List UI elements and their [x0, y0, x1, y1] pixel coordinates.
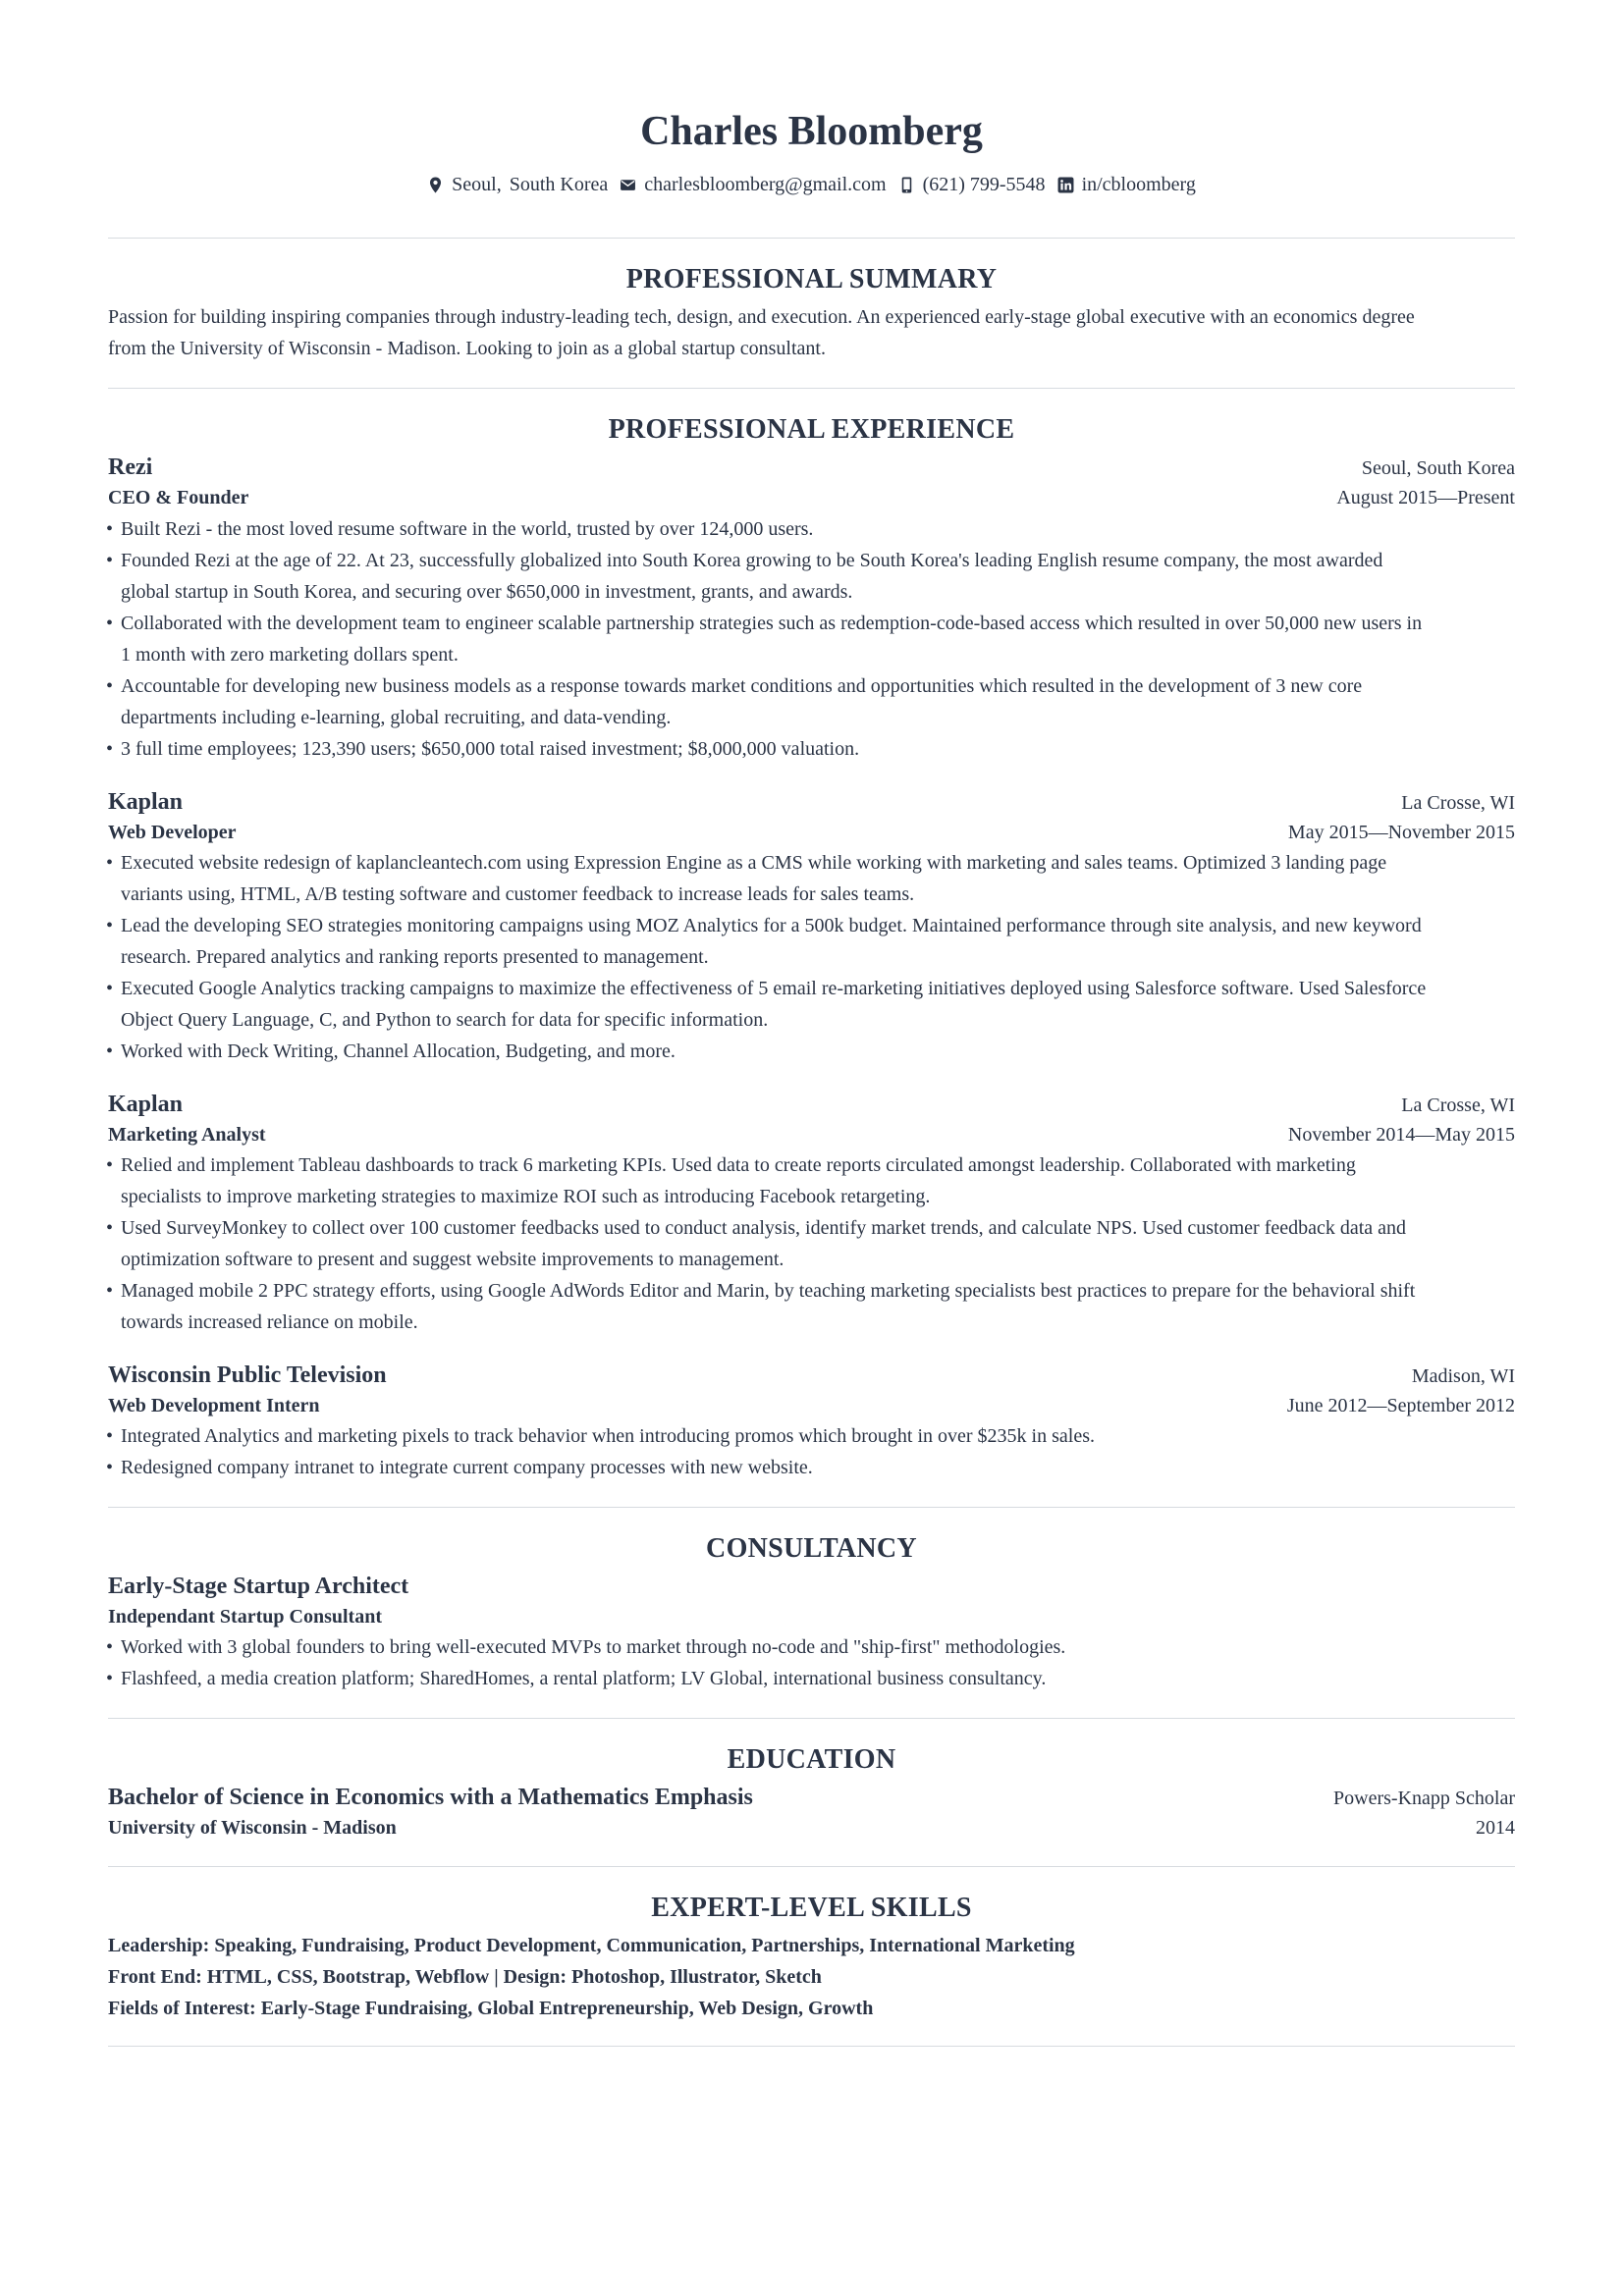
school-name: University of Wisconsin - Madison — [108, 1817, 397, 1839]
bullet-line: research. Prepared analytics and ranking reports presented to management. — [121, 946, 709, 968]
bullet-line: Lead the developing SEO strategies monitoring campaigns using MOZ Analytics for a 500k budget. Maintained performance through site analysis, and new keyword — [121, 915, 1422, 936]
job-role: Web Development Intern — [108, 1395, 320, 1416]
job-bullets — [108, 847, 1515, 1067]
job-header — [108, 452, 1515, 483]
bullet-line: Worked with Deck Writing, Channel Allocation, Budgeting, and more. — [121, 1041, 676, 1062]
job-subheader — [108, 1120, 1515, 1149]
job-bullets — [108, 1420, 1515, 1483]
consultancy-role: Independant Startup Consultant — [108, 1606, 382, 1628]
bullet-line: departments including e-learning, global recruiting, and data-vending. — [121, 707, 672, 728]
job-location: Seoul, South Korea — [1361, 457, 1515, 479]
job-location: Madison, WI — [1411, 1365, 1515, 1387]
section-divider — [108, 2046, 1515, 2047]
job-role: Web Developer — [108, 822, 237, 843]
job-entry — [108, 452, 1515, 765]
bullet-item — [108, 670, 1515, 733]
job-entry — [108, 1089, 1515, 1338]
degree-name: Bachelor of Science in Economics with a Mathematics Emphasis — [108, 1785, 753, 1810]
bullet-item — [108, 733, 1515, 765]
bullet-item — [108, 1275, 1515, 1338]
bullet-item — [108, 910, 1515, 973]
skills-line: Fields of Interest: Early-Stage Fundraising, Global Entrepreneurship, Web Design, Growth — [108, 1998, 874, 2019]
skills-line: Front End: HTML, CSS, Bootstrap, Webflow | Design: Photoshop, Illustrator, Sketch — [108, 1966, 822, 1988]
bullet-line: Accountable for developing new business models as a response towards market conditions and opportunities which resulted in the development of 3 new core — [121, 675, 1363, 697]
job-date: August 2015—Present — [1336, 487, 1515, 508]
job-header — [108, 1360, 1515, 1391]
education-entry — [108, 1782, 1515, 1842]
bullet-line: optimization software to present and suggest website improvements to management. — [121, 1249, 784, 1270]
bullet-item — [108, 1663, 1515, 1694]
bullet-line: Collaborated with the development team to engineer scalable partnership strategies such as redemption-code-based access which resulted in over 50,000 new users in — [121, 613, 1423, 634]
section-divider — [108, 1866, 1515, 1867]
company-name: Kaplan — [108, 1092, 184, 1117]
consultancy-title: CONSULTANCY — [706, 1533, 917, 1564]
bullet-line: Object Query Language, C, and Python to search for data for specific information. — [121, 1009, 769, 1031]
bullet-item — [108, 1452, 1515, 1483]
job-location: La Crosse, WI — [1401, 792, 1515, 814]
linkedin-text[interactable]: in/cbloomberg — [1081, 174, 1196, 195]
company-name: Wisconsin Public Television — [108, 1362, 387, 1388]
bullet-line: Used SurveyMonkey to collect over 100 customer feedbacks used to conduct analysis, identify market trends, and calculate NPS. Used customer feedback data and — [121, 1217, 1407, 1239]
bullet-line: Integrated Analytics and marketing pixels to track behavior when introducing promos which brought in over $235k in sales. — [121, 1425, 1095, 1447]
job-date: November 2014—May 2015 — [1287, 1124, 1515, 1146]
job-entry — [108, 786, 1515, 1067]
consultancy-bullets — [108, 1631, 1515, 1694]
bullet-line: variants using, HTML, A/B testing software and customer feedback to increase leads for sales teams. — [121, 883, 915, 905]
contact-bar — [108, 171, 1515, 198]
education-subheader — [108, 1813, 1515, 1842]
bullet-item — [108, 973, 1515, 1036]
bullet-line: Redesigned company intranet to integrate current company processes with new website. — [121, 1457, 813, 1478]
bullet-line: Executed Google Analytics tracking campaigns to maximize the effectiveness of 5 email re-marketing initiatives deployed using Salesforce software. Used Salesforce — [121, 978, 1427, 999]
bullet-line: Relied and implement Tableau dashboards to track 6 marketing KPIs. Used data to create reports circulated amongst leadership. Collaborated with marketing — [121, 1154, 1356, 1176]
skills-title: EXPERT-LEVEL SKILLS — [651, 1893, 972, 1923]
bullet-item — [108, 847, 1515, 910]
job-bullets — [108, 1149, 1515, 1338]
bullet-line: 3 full time employees; 123,390 users; $650,000 total raised investment; $8,000,000 valuation. — [121, 738, 860, 760]
summary-line: from the University of Wisconsin - Madison. Looking to join as a global startup consultant. — [108, 338, 826, 359]
bullet-line: towards increased reliance on mobile. — [121, 1311, 418, 1333]
summary-line: Passion for building inspiring companies through industry-leading tech, design, and execution. An experienced early-stage global executive with an economics degree — [108, 306, 1415, 328]
contact-email[interactable] — [620, 171, 886, 198]
consultancy-heading: Early-Stage Startup Architect — [108, 1574, 409, 1599]
company-name: Rezi — [108, 454, 153, 480]
summary-text — [108, 301, 1515, 364]
bullet-line: Worked with 3 global founders to bring well-executed MVPs to market through no-code and "ship-first" methodologies. — [121, 1636, 1066, 1658]
bullet-item — [108, 1212, 1515, 1275]
job-date: June 2012—September 2012 — [1286, 1395, 1515, 1416]
job-entry — [108, 1360, 1515, 1483]
linkedin-icon — [1057, 177, 1074, 193]
section-divider — [108, 1718, 1515, 1719]
education-header — [108, 1782, 1515, 1813]
location-country: South Korea — [509, 174, 609, 195]
bullet-line: specialists to improve marketing strategies to maximize ROI such as introducing Facebook retargeting. — [121, 1186, 931, 1207]
summary-title: PROFESSIONAL SUMMARY — [625, 264, 998, 294]
job-date: May 2015—November 2015 — [1287, 822, 1515, 843]
bullet-line: global startup in South Korea, and securing over $650,000 in investment, grants, and awards. — [121, 581, 853, 603]
education-honor: Powers-Knapp Scholar — [1333, 1788, 1515, 1809]
email-text[interactable]: charlesbloomberg@gmail.com — [644, 174, 887, 195]
job-location: La Crosse, WI — [1401, 1095, 1515, 1116]
contact-linkedin[interactable] — [1057, 171, 1196, 198]
section-divider — [108, 1507, 1515, 1508]
bullet-line: Managed mobile 2 PPC strategy efforts, using Google AdWords Editor and Marin, by teaching marketing specialists best practices to prepare for the behavioral shift — [121, 1280, 1416, 1302]
contact-phone[interactable] — [898, 171, 1046, 198]
bullet-item — [108, 545, 1515, 608]
job-subheader — [108, 818, 1515, 847]
bullet-item — [108, 1036, 1515, 1067]
bullet-line: 1 month with zero marketing dollars spent. — [121, 644, 459, 666]
bullet-line: Founded Rezi at the age of 22. At 23, successfully globalized into South Korea growing to be South Korea's leading English resume company, the most awarded — [121, 550, 1383, 571]
graduation-year: 2014 — [1476, 1817, 1515, 1839]
location-pin-icon — [427, 177, 444, 193]
mail-icon — [620, 177, 636, 193]
section-divider — [108, 238, 1515, 239]
bullet-item — [108, 1420, 1515, 1452]
skills-line: Leadership: Speaking, Fundraising, Product Development, Communication, Partnerships, International Marketing — [108, 1935, 1075, 1956]
candidate-name: Charles Bloomberg — [640, 109, 983, 154]
section-divider — [108, 388, 1515, 389]
bullet-item — [108, 608, 1515, 670]
bullet-line: Built Rezi - the most loved resume software in the world, trusted by over 124,000 users. — [121, 518, 814, 540]
job-header — [108, 1089, 1515, 1120]
phone-text[interactable]: (621) 799-5548 — [922, 174, 1046, 195]
job-role: Marketing Analyst — [108, 1124, 266, 1146]
job-header — [108, 786, 1515, 818]
skills-list — [108, 1930, 1515, 2024]
bullet-line: Executed website redesign of kaplancleantech.com using Expression Engine as a CMS while working with marketing and sales teams. Optimized 3 landing page — [121, 852, 1387, 874]
job-subheader — [108, 483, 1515, 512]
job-bullets — [108, 513, 1515, 765]
phone-icon — [898, 177, 915, 193]
contact-location — [427, 171, 608, 198]
company-name: Kaplan — [108, 789, 184, 815]
job-role: CEO & Founder — [108, 487, 249, 508]
bullet-item — [108, 1631, 1515, 1663]
bullet-item — [108, 1149, 1515, 1212]
consultancy-entry — [108, 1571, 1515, 1694]
bullet-item — [108, 513, 1515, 545]
location-city: Seoul, — [452, 174, 502, 195]
education-title: EDUCATION — [727, 1744, 896, 1775]
job-subheader — [108, 1391, 1515, 1420]
experience-title: PROFESSIONAL EXPERIENCE — [608, 414, 1015, 445]
bullet-line: Flashfeed, a media creation platform; SharedHomes, a rental platform; LV Global, international business consultancy. — [121, 1668, 1047, 1689]
